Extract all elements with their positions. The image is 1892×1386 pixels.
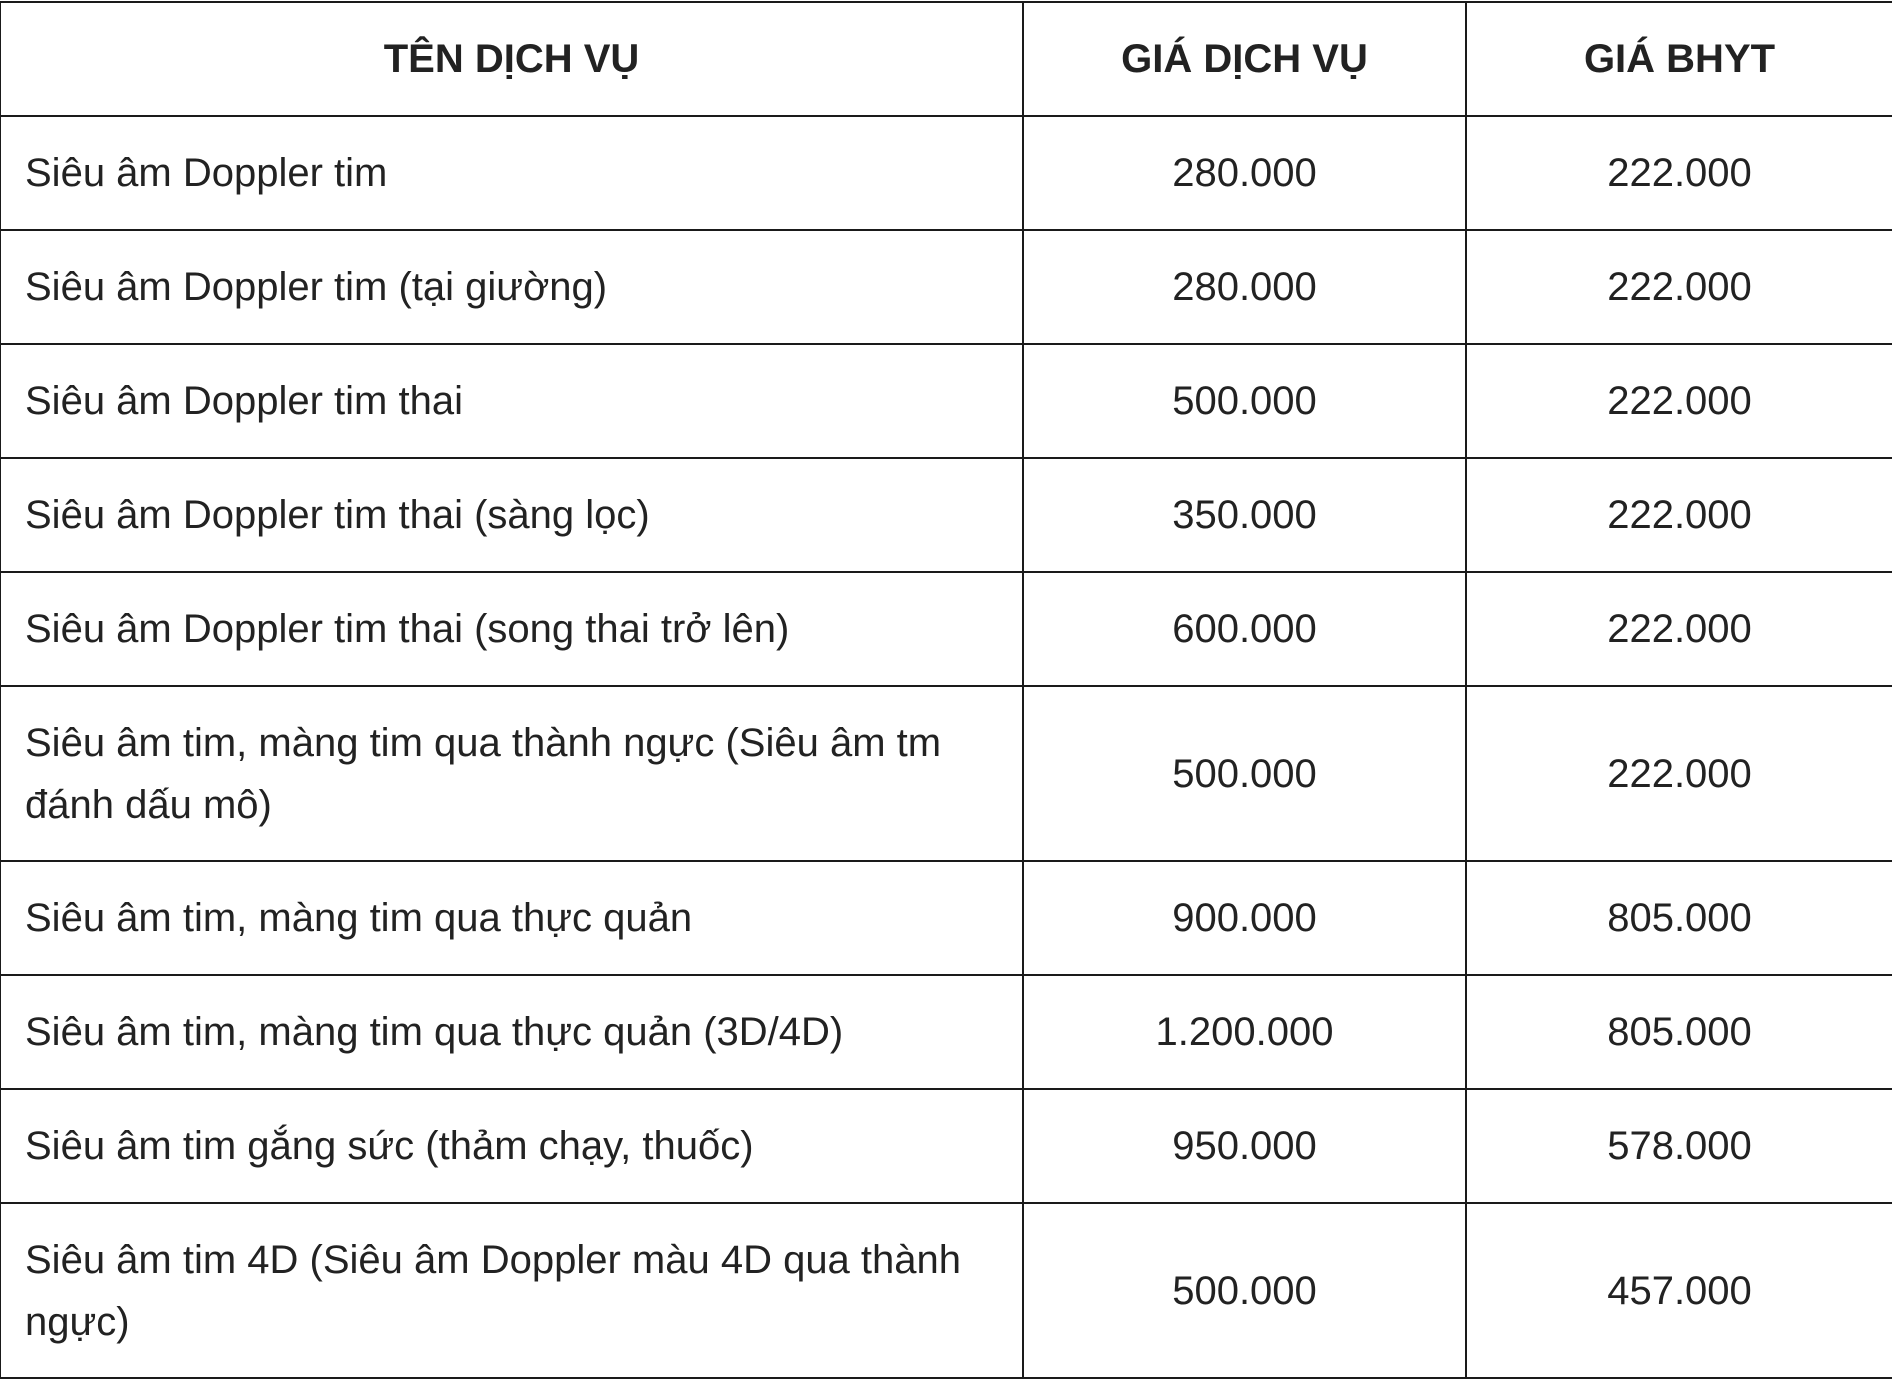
bhyt-price-cell: 222.000: [1466, 344, 1892, 458]
table-row: [0, 572, 1892, 686]
service-price-cell: 500.000: [1023, 344, 1466, 458]
service-price-cell: 280.000: [1023, 230, 1466, 344]
service-price-cell: 500.000: [1023, 686, 1466, 861]
service-name-cell: Siêu âm Doppler tim (tại giường): [0, 230, 1023, 344]
bhyt-price-cell: 222.000: [1466, 116, 1892, 230]
service-name-cell: Siêu âm tim, màng tim qua thực quản (3D/4D): [0, 975, 1023, 1089]
bhyt-price-cell: 805.000: [1466, 861, 1892, 975]
bhyt-price-cell: 805.000: [1466, 975, 1892, 1089]
bhyt-price-cell: 222.000: [1466, 458, 1892, 572]
service-price-cell: 900.000: [1023, 861, 1466, 975]
table-row: [0, 344, 1892, 458]
header-service-name: TÊN DỊCH VỤ: [0, 2, 1023, 116]
service-name-cell: Siêu âm Doppler tim thai (sàng lọc): [0, 458, 1023, 572]
service-price-cell: 600.000: [1023, 572, 1466, 686]
service-price-cell: 1.200.000: [1023, 975, 1466, 1089]
bhyt-price-cell: 222.000: [1466, 230, 1892, 344]
service-price-cell: 350.000: [1023, 458, 1466, 572]
bhyt-price-cell: 578.000: [1466, 1089, 1892, 1203]
table-row: [0, 230, 1892, 344]
service-name-cell: Siêu âm tim 4D (Siêu âm Doppler màu 4D qua thành ngực): [0, 1203, 1023, 1378]
service-name-cell: Siêu âm tim, màng tim qua thành ngực (Siêu âm tm đánh dấu mô): [0, 686, 1023, 861]
table-row: [0, 686, 1892, 861]
bhyt-price-cell: 457.000: [1466, 1203, 1892, 1378]
service-name-cell: Siêu âm tim gắng sức (thảm chạy, thuốc): [0, 1089, 1023, 1203]
service-price-cell: 950.000: [1023, 1089, 1466, 1203]
price-table: [0, 1, 1892, 1379]
bhyt-price-cell: 222.000: [1466, 572, 1892, 686]
header-service-price: GIÁ DỊCH VỤ: [1023, 2, 1466, 116]
service-name-cell: Siêu âm Doppler tim thai: [0, 344, 1023, 458]
service-name-cell: Siêu âm Doppler tim thai (song thai trở lên): [0, 572, 1023, 686]
table-row: [0, 116, 1892, 230]
table-row: [0, 458, 1892, 572]
service-name-cell: Siêu âm tim, màng tim qua thực quản: [0, 861, 1023, 975]
bhyt-price-cell: 222.000: [1466, 686, 1892, 861]
table-row: [0, 861, 1892, 975]
table-row: [0, 1089, 1892, 1203]
table-header-row: [0, 2, 1892, 116]
service-price-cell: 500.000: [1023, 1203, 1466, 1378]
service-name-cell: Siêu âm Doppler tim: [0, 116, 1023, 230]
service-price-cell: 280.000: [1023, 116, 1466, 230]
table-row: [0, 1203, 1892, 1378]
header-bhyt-price: GIÁ BHYT: [1466, 2, 1892, 116]
table-row: [0, 975, 1892, 1089]
